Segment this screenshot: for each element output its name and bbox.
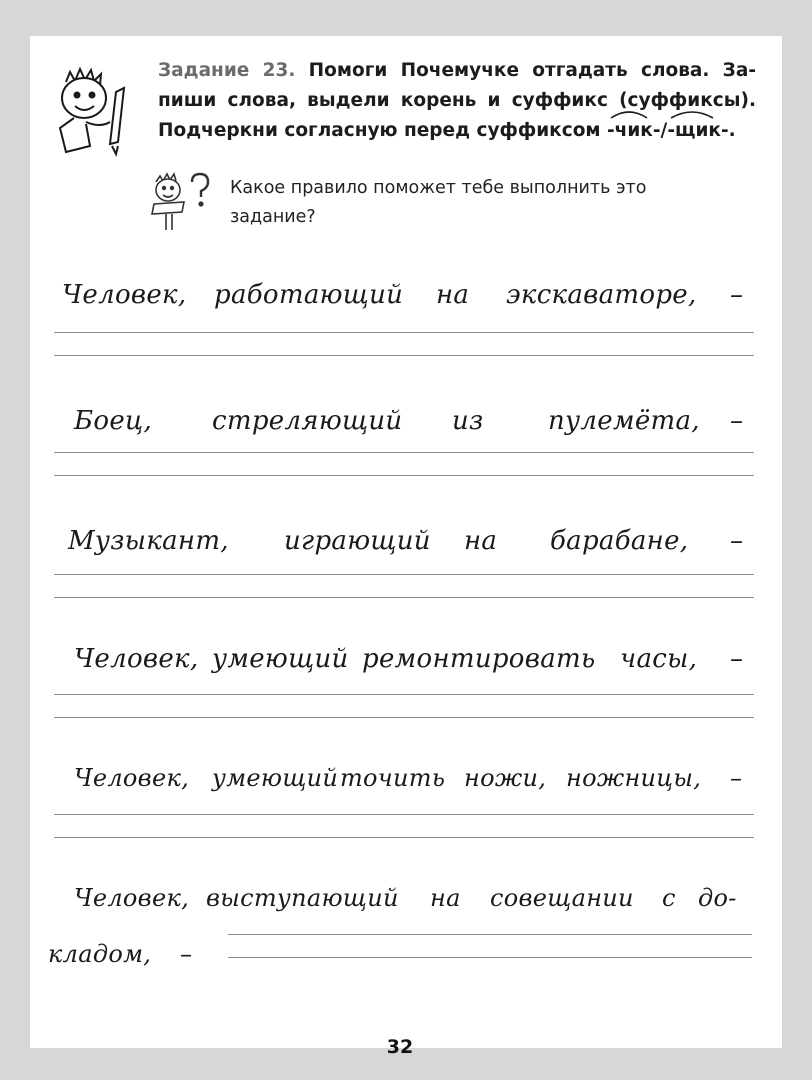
hw-word: на — [464, 526, 498, 556]
hw-word: Человек, — [62, 280, 187, 310]
suffix-separator: / — [660, 120, 668, 141]
handwritten-row — [0, 764, 812, 798]
hw-dash: – — [730, 764, 743, 792]
hw-word: работающий — [214, 280, 404, 310]
hw-word: Боец, — [74, 406, 153, 436]
hw-word: барабане, — [550, 526, 689, 556]
hw-word: экскаваторе, — [506, 280, 697, 310]
hw-word: из — [452, 406, 484, 436]
hw-word: играющий — [284, 526, 431, 556]
hw-word: выступающий — [206, 884, 399, 912]
task-text: Помоги Почемучке отгадать слова. Запиши слова, выдели корень и суффикс (суффиксы). Подчеркни согласную перед суффиксом — [158, 60, 757, 141]
writing-lines[interactable] — [54, 452, 754, 498]
suffix-chik — [607, 116, 661, 146]
hw-word: умеющий — [212, 644, 349, 674]
hw-word: Человек, — [74, 764, 190, 792]
handwritten-row — [0, 280, 812, 314]
writing-lines[interactable] — [54, 574, 754, 620]
hw-word: совещании — [490, 884, 634, 912]
suffix-chik-text: -чик- — [606, 120, 661, 141]
hw-word: Человек, — [74, 884, 190, 912]
boy-with-pencil-illustration — [46, 64, 142, 160]
hw-word: стреляющий — [212, 406, 403, 436]
hw-dash: – — [730, 280, 744, 310]
handwritten-row — [0, 644, 812, 678]
handwritten-row — [0, 940, 812, 974]
hw-word: точить — [340, 764, 446, 792]
hw-word: ножницы, — [566, 764, 702, 792]
hw-word: часы, — [620, 644, 698, 674]
hw-word: с — [662, 884, 676, 912]
hw-dash: – — [730, 406, 744, 436]
hw-word: кладом, — [48, 940, 152, 968]
hw-word: умеющий — [212, 764, 339, 792]
hw-word: ремонтировать — [362, 644, 596, 674]
handwritten-row — [0, 406, 812, 440]
hw-dash: – — [730, 526, 744, 556]
handwritten-row — [0, 884, 812, 918]
hw-dash: – — [730, 644, 744, 674]
task-label: Задание 23. — [158, 60, 296, 81]
writing-lines[interactable] — [54, 332, 754, 378]
suffix-arc-icon — [609, 109, 649, 119]
page-number: 32 — [386, 1036, 414, 1058]
suffix-arc-icon — [669, 109, 715, 119]
hw-word: на — [436, 280, 470, 310]
hw-word: пулемёта, — [548, 406, 700, 436]
hw-word: на — [430, 884, 461, 912]
suffix-shchik — [667, 116, 728, 146]
hw-word: Музыкант, — [68, 526, 229, 556]
hw-dash: – — [180, 940, 193, 968]
hw-word: ножи, — [464, 764, 547, 792]
hw-word: до- — [698, 884, 737, 912]
hw-word: Человек, — [74, 644, 199, 674]
suffix-shchik-text: -щик- — [667, 120, 729, 141]
thinking-boy-icon — [148, 168, 220, 234]
writing-lines[interactable] — [54, 814, 754, 860]
handwritten-row — [0, 526, 812, 560]
task-end: . — [728, 120, 736, 141]
task-statement — [158, 56, 756, 146]
writing-lines[interactable] — [54, 694, 754, 740]
rule-question: Какое правило поможет тебе выполнить это задание? — [230, 178, 647, 227]
